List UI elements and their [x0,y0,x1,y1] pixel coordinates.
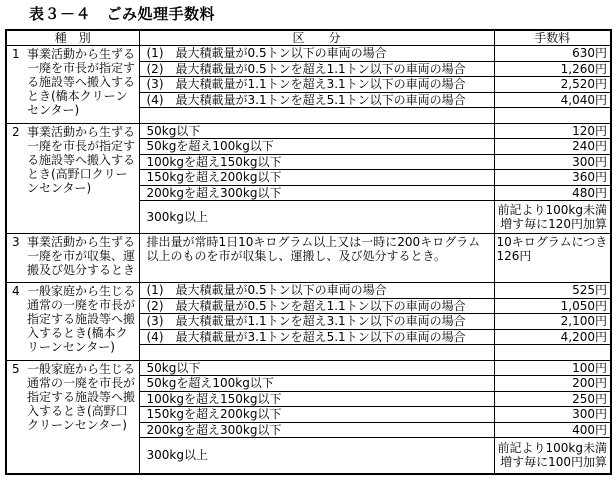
table-row [6,123,611,139]
section-number: 5 [12,361,20,376]
section-type-text: 一般家庭から生じる通常の一廃を市長が指定する施設等へ搬入するとき(高野口クリーンセンター) [27,361,136,432]
division-cell: (2) 最大積載量が0.5トンを超え1.1トン以下の車両の場合 [139,61,494,77]
section-type-text: 事業活動から生ずる一廃を市が収集、運搬及び処分するとき [27,235,136,277]
division-cell: 排出量が常時1日10キログラム以上又は一時に200キログラム以上のものを市が収集し、運搬し、及び処分するとき。 [139,234,494,283]
section-type-text: 事業活動から生ずる一廃を市長が指定する施設等へ搬入するとき(橋本クリーンセンター) [27,47,136,117]
fee-cell: 前記より100kg未満増す毎に100円加算 [494,438,611,474]
division-cell: (3) 最大積載量が1.1トンを超え3.1トン以下の車両の場合 [139,77,494,93]
division-cell: 150kgを超え200kg以下 [139,170,494,186]
type-cell-section-2 [6,123,139,234]
division-cell [139,108,494,124]
type-cell-section-1 [6,46,139,124]
division-cell: 50kgを超え100kg以下 [139,139,494,155]
division-cell: 50kg以下 [139,360,494,376]
fee-cell: 300円 [494,154,611,170]
section-type-text: 事業活動から生ずる一廃を市長が指定する施設等へ搬入するとき(高野口クリーンセンター) [27,124,136,195]
fee-cell: 250円 [494,391,611,407]
division-cell: (4) 最大積載量が3.1トンを超え5.1トン以下の車両の場合 [139,329,494,345]
division-cell: 100kgを超え150kg以下 [139,391,494,407]
fee-cell: 300円 [494,407,611,423]
division-cell: 50kgを超え100kg以下 [139,376,494,392]
fee-cell: 480円 [494,185,611,201]
fee-cell: 630円 [494,46,611,62]
section-number: 3 [12,235,20,249]
fee-cell: 2,520円 [494,77,611,93]
fee-cell: 4,200円 [494,329,611,345]
fee-cell: 100円 [494,360,611,376]
fee-cell: 4,040円 [494,92,611,108]
type-cell-section-3 [6,234,139,283]
fee-cell: 1,050円 [494,298,611,314]
table-row [6,46,611,62]
fee-cell [494,345,611,361]
division-cell: (4) 最大積載量が3.1トンを超え5.1トン以下の車両の場合 [139,92,494,108]
division-cell: (1) 最大積載量が0.5トン以下の車両の場合 [139,283,494,299]
division-cell: 300kg以上 [139,438,494,474]
header-row [6,30,611,46]
division-cell: (1) 最大積載量が0.5トン以下の車両の場合 [139,46,494,62]
division-cell: 300kg以上 [139,201,494,234]
division-cell: 200kgを超え300kg以下 [139,422,494,438]
fee-table [5,29,612,475]
section-number: 1 [12,47,20,61]
type-cell-section-4 [6,283,139,361]
table-row [6,234,611,283]
division-cell: 200kgを超え300kg以下 [139,185,494,201]
division-cell: 50kg以下 [139,123,494,139]
fee-cell: 200円 [494,376,611,392]
fee-cell: 120円 [494,123,611,139]
header-division: 区 分 [139,30,494,46]
fee-cell: 400円 [494,422,611,438]
fee-cell: 525円 [494,283,611,299]
division-cell: 100kgを超え150kg以下 [139,154,494,170]
section-number: 2 [12,124,20,139]
fee-cell: 10キログラムにつき126円 [494,234,611,283]
fee-cell [494,108,611,124]
fee-cell: 1,260円 [494,61,611,77]
header-fee: 手数料 [494,30,611,46]
fee-cell: 前記より100kg未満増す毎に120円加算 [494,201,611,234]
header-type: 種 別 [6,30,139,46]
table-row [6,360,611,376]
table-row [6,283,611,299]
fee-cell: 360円 [494,170,611,186]
type-cell-section-5 [6,360,139,474]
section-type-text: 一般家庭から生じる通常の一廃を市長が指定する施設等へ搬入するとき(橋本クリーンセンター) [27,284,136,354]
division-cell [139,345,494,361]
division-cell: (2) 最大積載量が0.5トンを超え1.1トン以下の車両の場合 [139,298,494,314]
division-cell: 150kgを超え200kg以下 [139,407,494,423]
fee-cell: 240円 [494,139,611,155]
table-title: 表３－４ ごみ処理手数料 [29,5,216,23]
section-number: 4 [12,284,20,298]
division-cell: (3) 最大積載量が1.1トンを超え3.1トン以下の車両の場合 [139,314,494,330]
fee-cell: 2,100円 [494,314,611,330]
